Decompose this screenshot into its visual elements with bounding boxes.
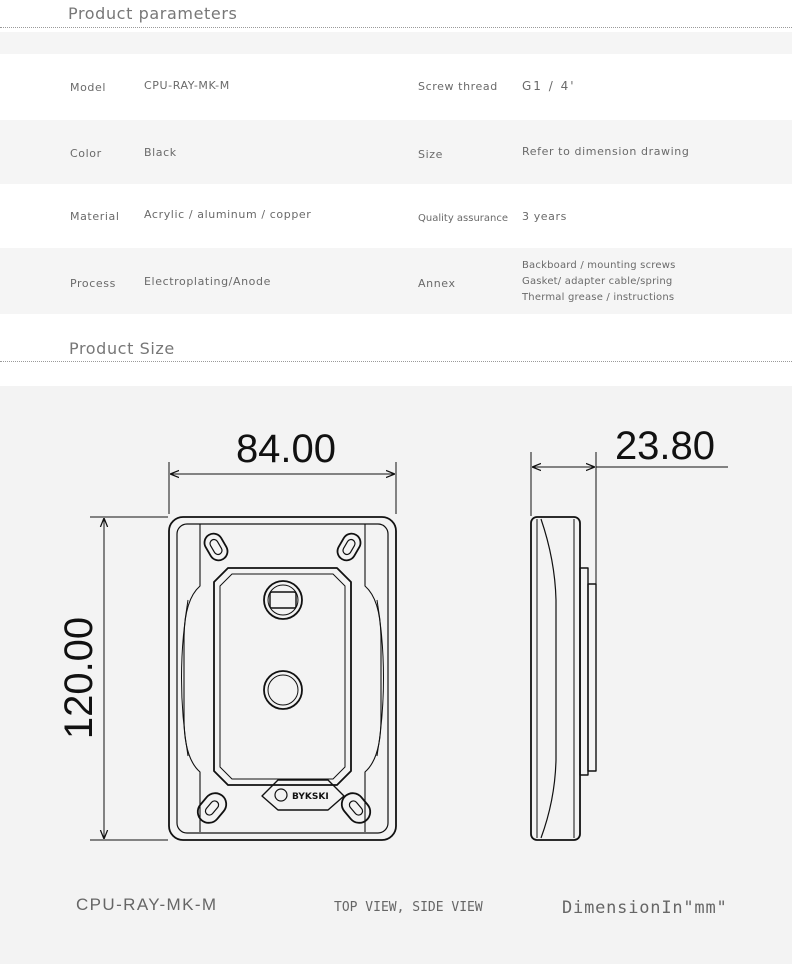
param-label-annex: Annex [418, 277, 456, 290]
depth-dimension-label: 23.80 [614, 424, 716, 468]
caption-views: TOP VIEW, SIDE VIEW [334, 900, 483, 915]
dimension-drawing-svg [0, 386, 792, 964]
param-row-material [0, 184, 792, 248]
param-value-material: Acrylic / aluminum / copper [144, 208, 312, 221]
size-heading-text: Product Size [69, 339, 175, 358]
annex-line: Thermal grease / instructions [522, 292, 675, 303]
caption-units: DimensionIn"mm" [562, 898, 728, 918]
annex-line: Backboard / mounting screws [522, 260, 676, 271]
params-top-band [0, 32, 792, 54]
param-label-size: Size [418, 148, 443, 161]
param-label-screw-thread: Screw thread [418, 80, 498, 93]
params-heading [0, 0, 792, 28]
width-dimension-label: 84.00 [235, 427, 337, 471]
params-heading-text: Product parameters [68, 4, 238, 23]
param-row-color [0, 120, 792, 184]
param-row-model [0, 54, 792, 120]
param-label-color: Color [70, 147, 102, 160]
depth-dimension [531, 424, 728, 584]
param-value-size: Refer to dimension drawing [522, 145, 690, 158]
height-dimension [57, 517, 168, 840]
width-dimension [169, 427, 396, 514]
brand-logo-text: BYKSKI [292, 792, 329, 802]
height-dimension-label: 120.00 [57, 616, 101, 740]
param-label-model: Model [70, 81, 107, 94]
param-value-color: Black [144, 146, 177, 159]
size-heading [0, 330, 792, 362]
param-value-quality: 3 years [522, 210, 567, 223]
param-value-process: Electroplating/Anode [144, 275, 271, 288]
param-value-model: CPU-RAY-MK-M [144, 79, 230, 92]
side-view [531, 517, 596, 840]
param-value-annex [522, 258, 676, 306]
dimension-drawing [0, 386, 792, 964]
param-row-process [0, 248, 792, 314]
annex-line: Gasket/ adapter cable/spring [522, 276, 673, 287]
param-value-screw-thread: G1 / 4' [522, 79, 576, 93]
caption-model: CPU-RAY-MK-M [76, 895, 218, 914]
top-view [169, 517, 396, 840]
param-label-quality: Quality assurance [418, 213, 509, 224]
param-label-material: Material [70, 210, 120, 223]
param-label-process: Process [70, 277, 116, 290]
